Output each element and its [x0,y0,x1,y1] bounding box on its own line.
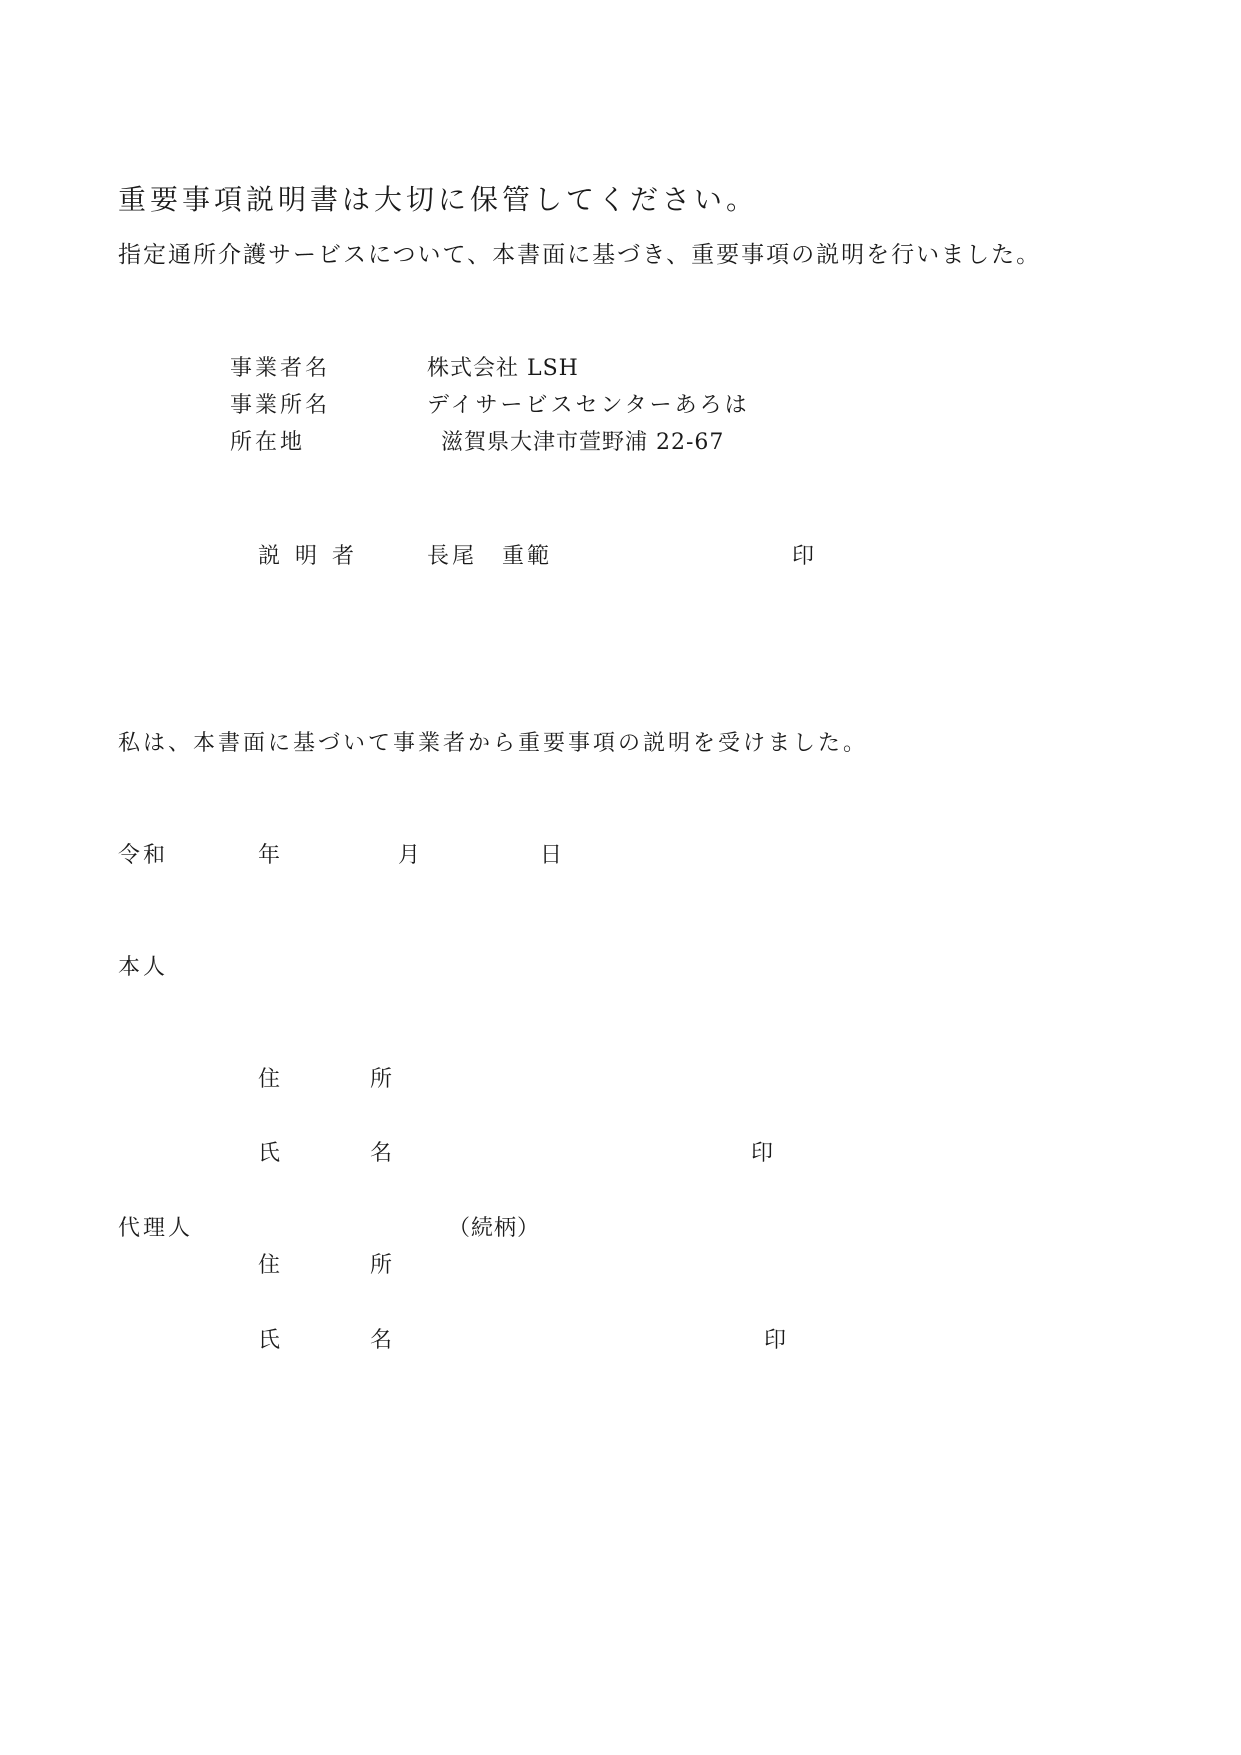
address-value: 滋賀県大津市萱野浦 22-67 [441,430,725,455]
agent-name-label-1: 氏 [258,1328,284,1353]
business-name-label: 事業者名 [230,356,331,381]
explainer-name: 長尾 重範 [427,544,553,569]
principal-seal: 印 [751,1141,777,1166]
date-year-label: 年 [258,843,284,868]
principal-address-label-2: 所 [370,1067,396,1092]
agent-address-label-2: 所 [370,1253,396,1278]
date-month-label: 月 [398,843,424,868]
office-name-value: デイサービスセンターあろは [427,393,750,418]
office-name-label: 事業所名 [230,393,331,418]
acknowledgement-text: 私は、本書面に基づいて事業者から重要事項の説明を受けました。 [118,731,869,756]
agent-name-label-2: 名 [370,1328,396,1353]
principal-name-label-1: 氏 [258,1141,284,1166]
explanation-statement: 指定通所介護サービスについて、本書面に基づき、重要事項の説明を行いました。 [118,242,1042,268]
date-era: 令和 [118,843,169,868]
explainer-seal: 印 [792,544,818,569]
principal-heading: 本人 [118,955,169,980]
agent-heading: 代理人 [118,1216,194,1241]
explainer-label: 説 明 者 [258,544,358,569]
date-day-label: 日 [540,843,566,868]
address-label: 所在地 [230,430,306,455]
agent-address-label-1: 住 [258,1253,284,1278]
principal-name-label-2: 名 [370,1141,396,1166]
agent-seal: 印 [764,1328,790,1353]
agent-relationship-label: （続柄） [448,1216,541,1241]
notice-heading: 重要事項説明書は大切に保管してください。 [118,183,759,216]
business-name-value: 株式会社 LSH [427,356,579,381]
principal-address-label-1: 住 [258,1067,284,1092]
